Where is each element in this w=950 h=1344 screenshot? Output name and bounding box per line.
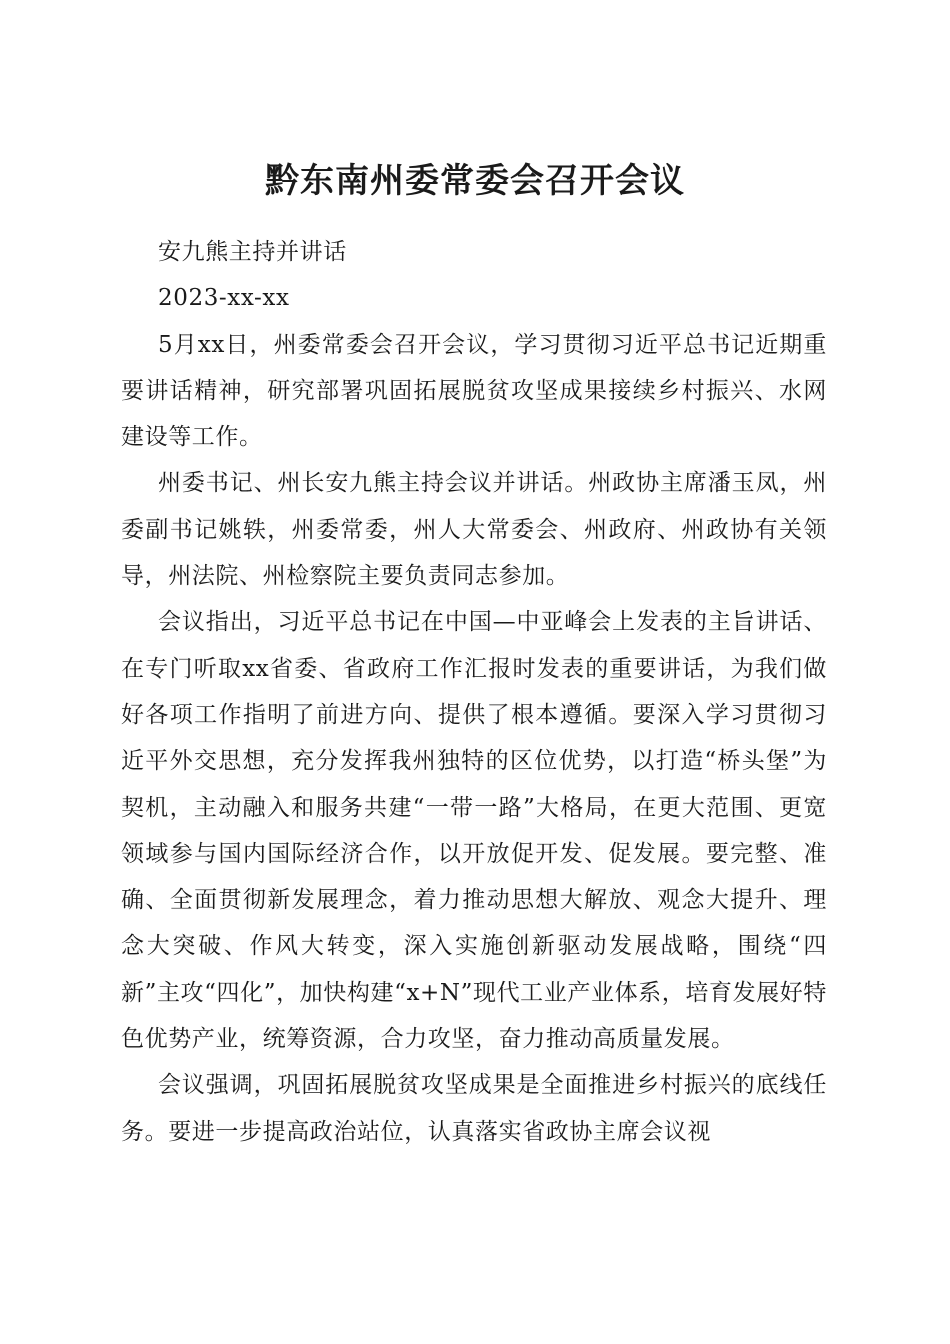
paragraph-3: 会议指出，习近平总书记在中国—中亚峰会上发表的主旨讲话、在专门听取xx省委、省政府工作汇报时发表的重要讲话，为我们做好各项工作指明了前进方向、提供了根本遵循。要深入学习贯彻习近平外交思想，充分发挥我州独特的区位优势，以打造“桥头堡”为契机，主动融入和服务共建“一带一路”大格局，在更大范围、更宽领域参与国内国际经济合作，以开放促开发、促发展。要完整、准确、全面贯彻新发展理念，着力推动思想大解放、观念大提升、理念大突破、作风大转变，深入实施创新驱动发展战略，围绕“四新”主攻“四化”，加快构建“x+N”现代工业产业体系，培育发展好特色优势产业，统筹资源，合力攻坚，奋力推动高质量发展。 [121,609,827,1053]
paragraph-4: 会议强调，巩固拓展脱贫攻坚成果是全面推进乡村振兴的底线任务。要进一步提高政治站位，认真落实省政协主席会议视 [121,1072,827,1145]
paragraph-1: 5月xx日，州委常委会召开会议，学习贯彻习近平总书记近期重要讲话精神，研究部署巩固拓展脱贫攻坚成果接续乡村振兴、水网建设等工作。 [121,331,827,451]
document-title: 黔东南州委常委会召开会议 [265,160,685,201]
date-line: 2023-xx-xx [158,285,290,312]
document-body [121,229,827,1155]
byline: 安九熊主持并讲话 [158,239,347,265]
paragraph-2: 州委书记、州长安九熊主持会议并讲话。州政协主席潘玉凤，州委副书记姚轶，州委常委，州人大常委会、州政府、州政协有关领导，州法院、州检察院主要负责同志参加。 [121,470,827,590]
